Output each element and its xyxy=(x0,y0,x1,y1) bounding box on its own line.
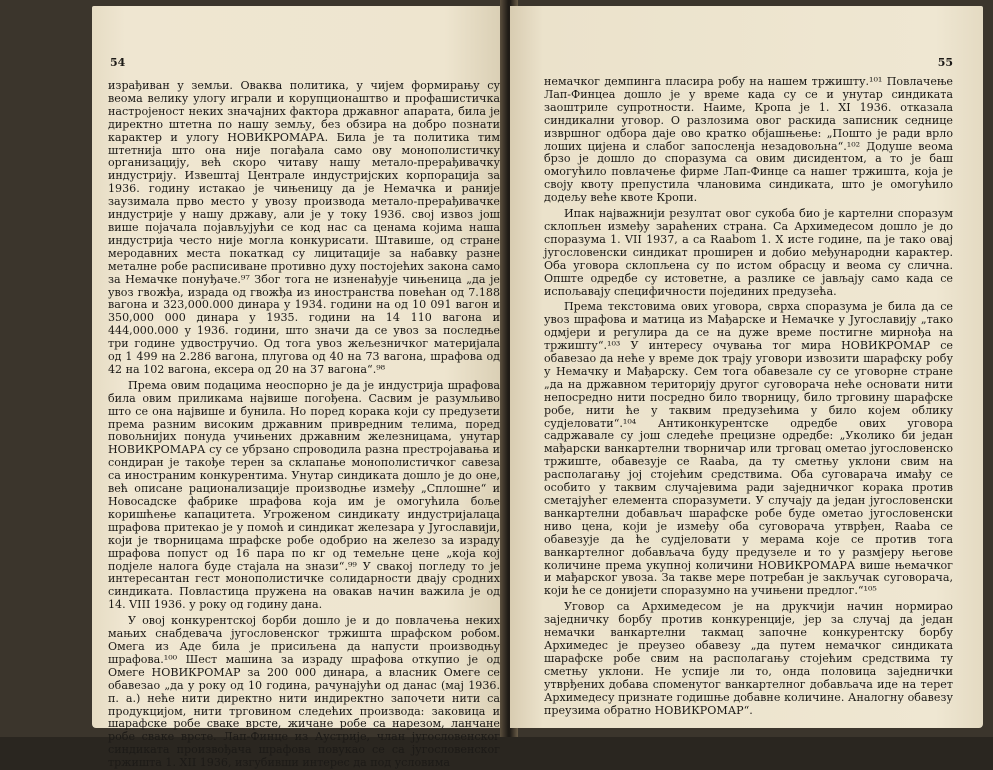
page-number: 55 xyxy=(937,56,953,69)
paragraph: Према овим подацима неоспорно је да је индустрија шрафова била овим приликама највише погођена. Сасвим је разумљиво што се она највише и бунила. Но поред корака који су предузети према разним високим државним привредним телима, поред повољнијих понуда учињених државним железницама, унутар НОВИКРОМАРА су се убрзано спроводила разна престројавања и сондиран је такође терен за склапање монополистичког савеза са иностраним конкурентима. Унутар синдиката дошло је до оне, већ описане рационализације производње између „Сплошне“ и Новосадске фабрике шрафова која им је омогућила боље коришћење капацитета. Угроженом синдикату индустријалаца шрафова притекао је у помоћ и синдикат железара у Југославији, који је творницама шрафске робе одобрио на железо за израду шрафова попуст од 16 пара по кг од темељне цене „која кој подјеле налога буде стајала на знази“.⁹⁹ У свакој погледу то је интересантан гест монополистичке солидарности двају сродних синдиката. Повластица пружена на овакав начин важила је од 14. VIII 1936. у року од годину дана. xyxy=(108,378,500,612)
right-page xyxy=(510,6,983,728)
paragraph: Уговор са Архимедесом је на друкчији начин нормирао заједничку борбу против конкуренције, јер за случај да један немачки ванкартелни такмац започне конкурентску борбу Архимедес је преузео обавезу „да путем немачког синдиката шарафске робе свим на располагању стојећим средствима ту сметњу уклони. Не успије ли то, онда половица заједнички утврђених добава споменутог ванкартелног добављача иде на терет Архимедесу признате годишње добавне количине. Аналогну обавезу преузима обратно НОВИКРОМАР“. xyxy=(544,600,953,717)
page-body xyxy=(108,80,500,770)
paragraph: Ипак најважнији резултат овог сукоба био је картелни споразум склопљен између зараћених страна. Са Архимедесом дошло је до споразума 1. VII 1937, а са Raabom 1. X исте године, па је тако овај југословенски синдикат проширен и добио међународни карактер. Оба уговора склопљена су по истом обрасцу и веома су слична. Опште одредбе су истоветне, а разлике се јављају само када се испољавају специфичности појединих предузећа. xyxy=(544,207,953,298)
paragraph: У овој конкурентској борби дошло је и до повлачења неких мањих снабдевача југословенског тржишта шрафском робом. Омега из Аде била је присиљена да напусти производњу шрафова.¹⁰⁰ Шест машина за израду шрафова откупио је од Омеге НОВИКРОМАР за 200 000 динара, а власник Омеге се обавезао „да у року од 10 година, рачунајући од данас (мај 1936. п. а.) неће нити директно нити индиректно започети нити са продукцијом, нити трговином следећих производа: заковица и шарафске робе сваке врсте, жичане робе са нарезом, ланчане робе сваке врсте. Лап-Финце из Аустрије, члан југословенског синдиката произвођача шрафова повукао се са југословенског тржишта 1. XII 1936, изгубивши интерес да под условима xyxy=(108,614,500,770)
page-body xyxy=(544,76,953,717)
paragraph: немачког демпинга пласира робу на нашем тржишту.¹⁰¹ Повлачење Лап-Финцеа дошло је у време када су се и унутар синдиката заоштриле супротности. Наиме, Кропа је 1. XI 1936. отказала синдикални уговор. О разлозима овог раскида записник седнице извршног одбора даје ово кратко објашњење: „Пошто је ради врло лоших цијена и слабог запосленја незадовољна“.¹⁰² Додуше веома брзо је дошло до споразума са овим дисидентом, а то је баш омогућило повлачење фирме Лап-Финце са нашег тржишта, која је своју квоту препустила члановима синдиката, што је омогућило додељу веће квоте Кропи. xyxy=(544,75,953,205)
left-page xyxy=(92,6,507,770)
paragraph: израђиван у земљи. Оваква политика, у чијем формирању су веома велику улогу играли и корупционаштво и профашистичка настројеност неких значајних фактора државног апарата, била је директно штетна по нашу земљу, без обзира на добро познати карактер и улогу НОВИКРОМАРА. Била је та политика тим штетнија што она није погађала само ову монополистичку организацију, већ скоро читаву нашу метало-прерађивачку индустрију. Извештај Централе индустријских корпорација за 1936. годину истакао је чињеницу да је Немачка и раније заузимала прво место у увозу производа метало-прерађивачке индустрије у нашу државу, али је у току 1936. свој извоз још више појачала појављујући се код нас са ценама којима наша индустрија често није могла конкурисати. Штавише, од стране меродавних места покаткад су лицитације за набавку разне металне робе расписиване противно духу постојећих закона само за Немачке понуђаче.⁹⁷ Због тога не изненађује чињеница „да је увоз гвожђа, израда од гвожђа из иностранства повећан од 7.188 вагона и 323,000.000 динара у 1934. години на од 10 091 вагон и 350,000 000 динара у 1935. години на 14 110 вагона и 444,000.000 у 1936. години, што значи да се увоз за последње три године удвостручио. Од тога увоз жељезничког материјала од 1 499 на 2.286 вагона, плугова од 40 на 73 вагона, шрафова од 42 на 102 вагона, ексера од 20 на 37 вагона“.⁹⁸ xyxy=(108,79,500,376)
paragraph: Према текстовима ових уговора, сврха споразума је била да се увоз шрафова и матица из Мађарске и Немачке у Југославију „тако одмјери и регулира да се на дуже време постигне мирнођа на тржишту“.¹⁰³ У интересу очувања тог мира НОВИКРОМАР се обавезао да неће у време док трају уговори извозити шарафску робу у Немачку и Мађарску. Сем тога обавезале су се уговорне стране „да на државном територију другог суговорача неће основати нити непосредно нити посредно било творницу, било трговину шарафске робе, нити ће у таквим предузећима у било којем облику судјеловати“.¹⁰⁴ Антиконкурентске одредбе ових уговора садржавале су још следеће прецизне одредбе: „Уколико би један мађарски ванкартелни творничар или трговац ометао југословенско тржиште, обавезује се Raaba, да ту сметњу уклони свим на располагању јој стојећим средствима. Оба суговарача имађу се особито у таквим случајевима ради заједничког корака против сметајућег елемента споразумети. У случају да један југословенски ванкартелни добављач шарафске робе буде ометао југословенски ниво цена, који је између оба суговорача утврђен, Raaba се обавезује да ће судјеловати у мерама које се против тога ванкартелног добављача буду предузеле и то у размјеру његове количине према укупној количини НОВИКРОМАРА више њемачког и мађарског увоза. За такве мере потребан је закључак суговорача, који ће се донијети споразумно на учињени предлог.“¹⁰⁵ xyxy=(544,300,953,598)
page-number: 54 xyxy=(110,56,126,69)
